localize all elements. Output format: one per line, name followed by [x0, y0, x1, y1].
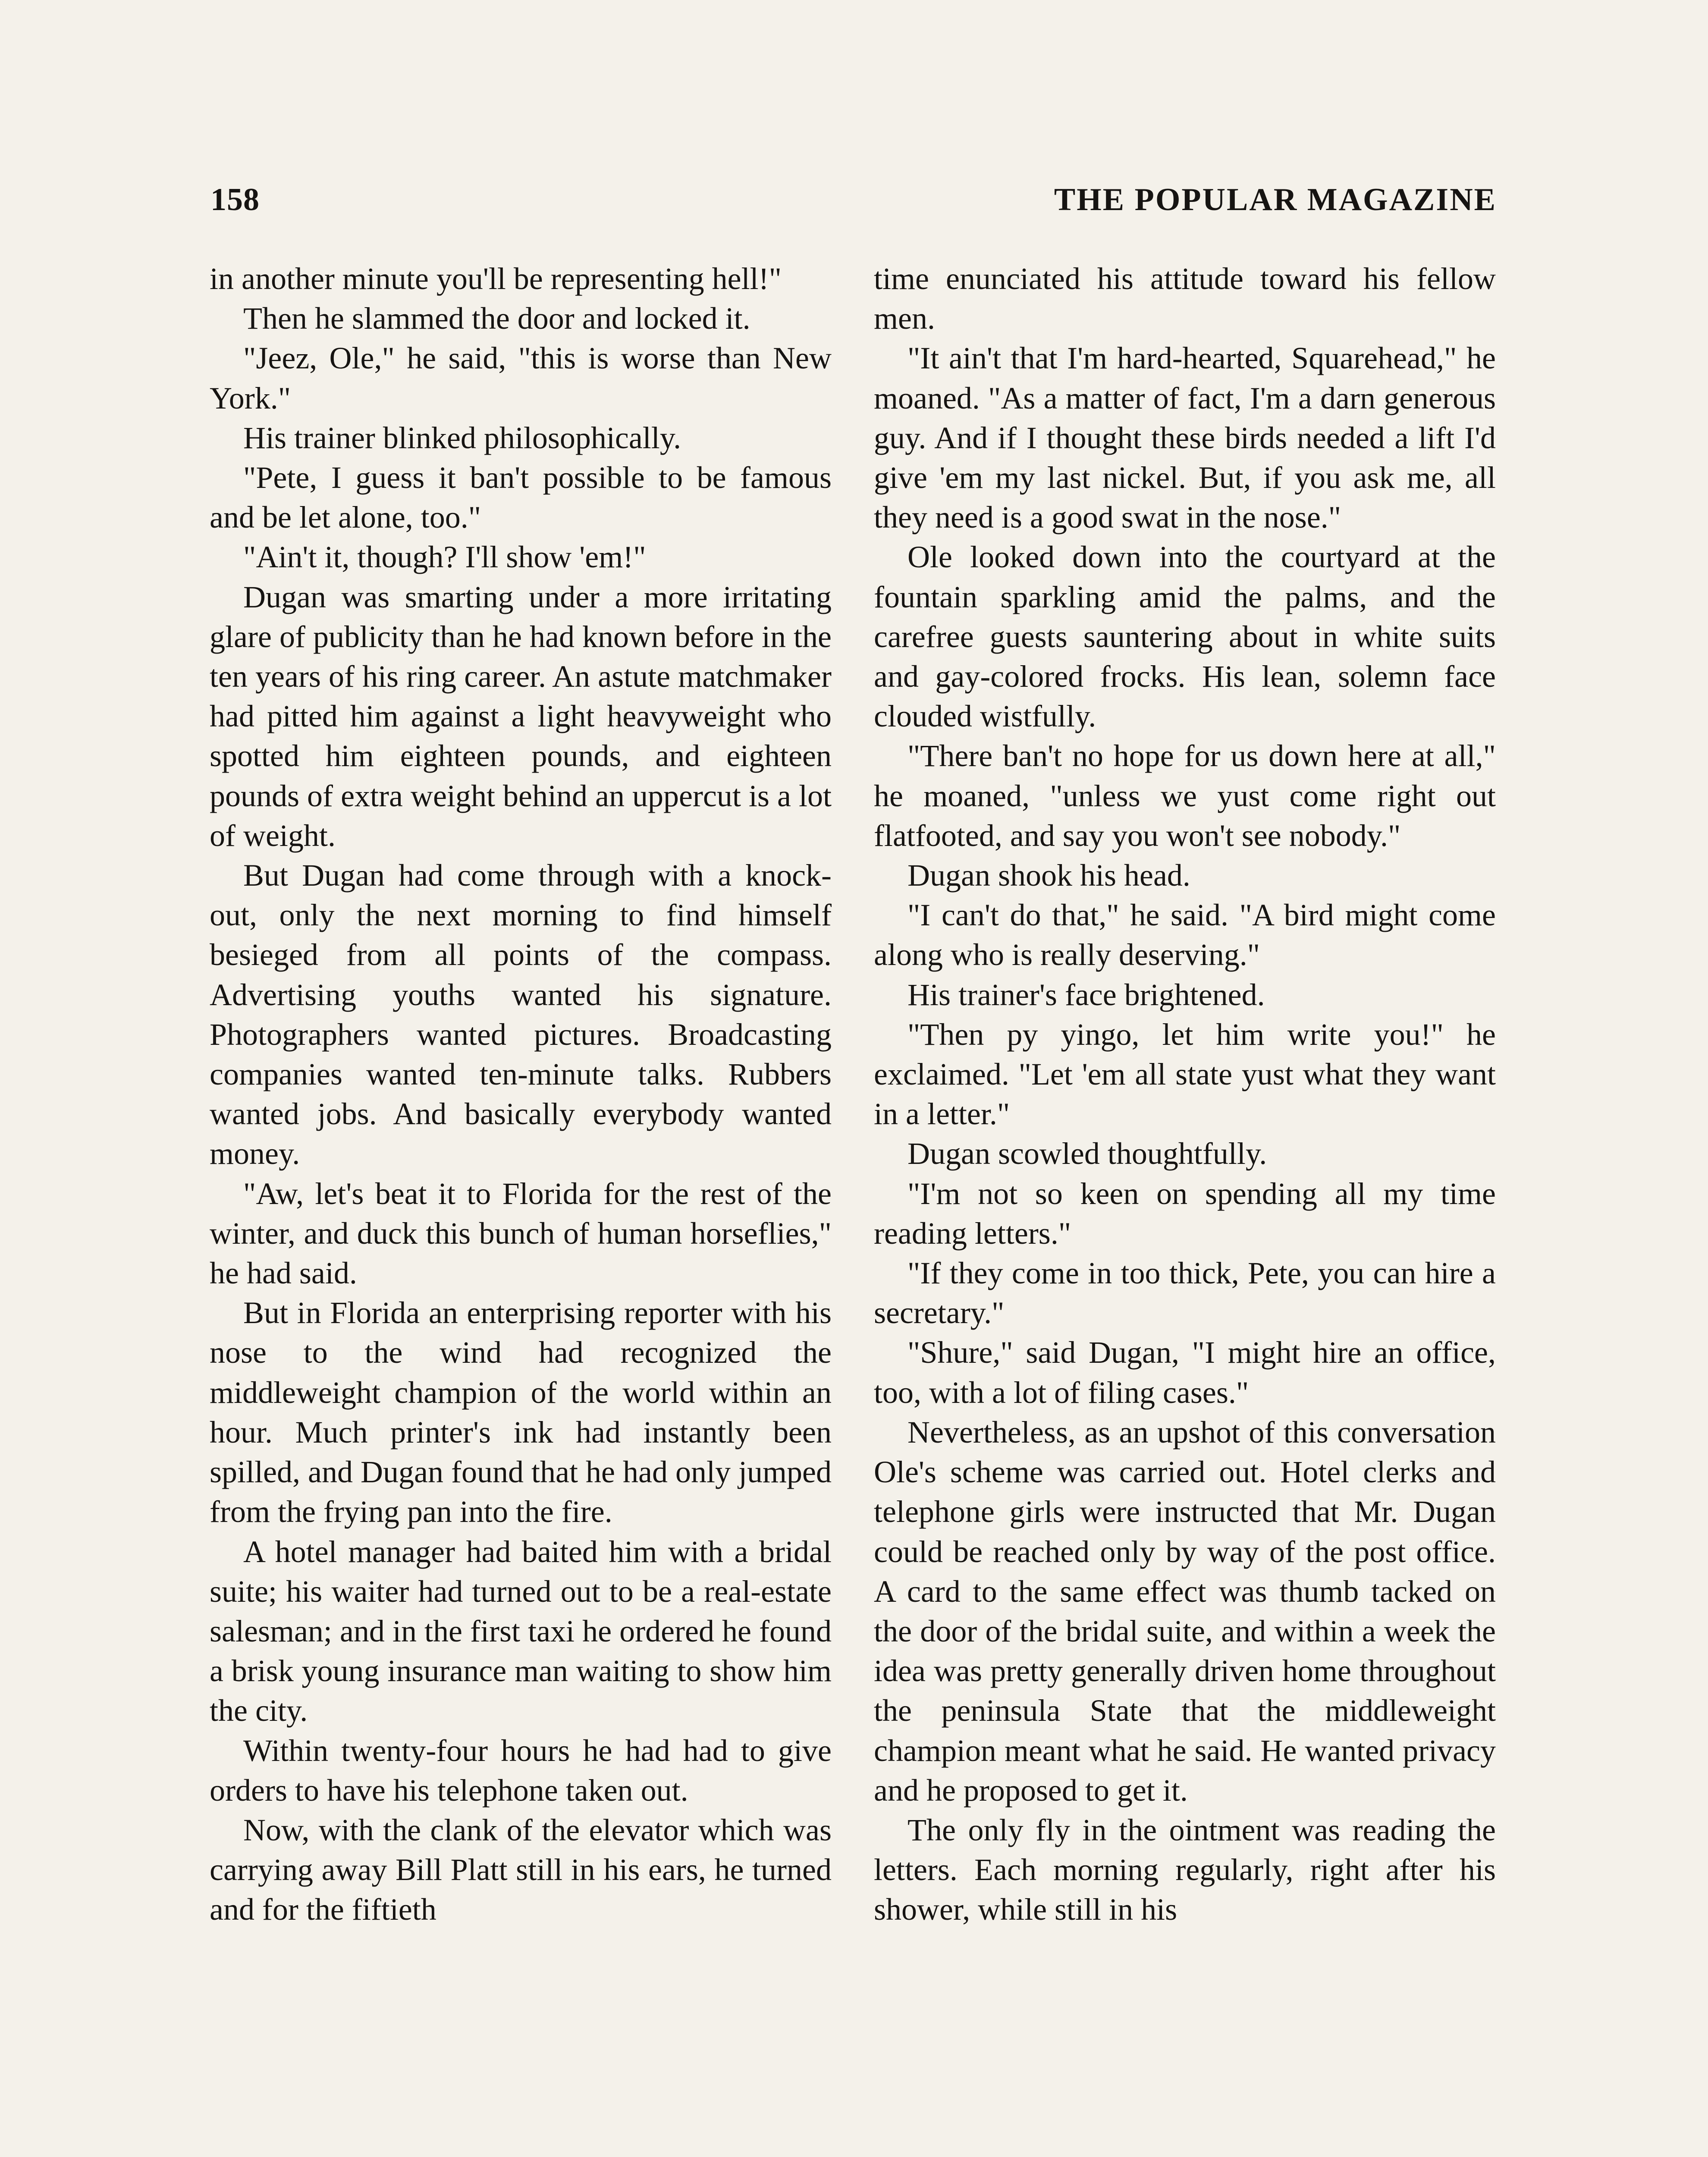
paragraph: "Pete, I guess it ban't possible to be famous and be let alone, too." [210, 460, 832, 535]
page-number: 158 [210, 182, 260, 217]
left-column [210, 259, 832, 1930]
paragraph: Nevertheless, as an upshot of this conversation Ole's scheme was carried out. Hotel clerks and telephone girls were instructed that Mr. Dugan could be reached only by way of the post office. A card to the same effect was thumb tacked on the door of the bridal suite, and within a week the idea was pretty generally driven home throughout the peninsula State that the middleweight champion meant what he said. He wanted privacy and he proposed to get it. [874, 1415, 1496, 1808]
paragraph: "If they come in too thick, Pete, you can hire a secretary." [874, 1256, 1496, 1330]
paragraph: Dugan shook his head. [907, 858, 1190, 893]
paragraph: "It ain't that I'm hard-hearted, Squarehead," he moaned. "As a matter of fact, I'm a darn generous guy. And if I thought these birds needed a lift I'd give 'em my last nickel. But, if you ask me, all they need is a good swat in the nose." [874, 341, 1496, 535]
right-column [874, 259, 1496, 1930]
paragraph: His trainer's face brightened. [907, 977, 1265, 1012]
paragraph: "Ain't it, though? I'll show 'em!" [243, 540, 646, 575]
paragraph: Ole looked down into the courtyard at the fountain sparkling amid the palms, and the carefree guests sauntering about in white suits and gay-colored frocks. His lean, solemn face clouded wistfully. [874, 540, 1496, 734]
running-head: THE POPULAR MAGAZINE [1054, 182, 1497, 217]
paragraph: But Dugan had come through with a knock-out, only the next morning to find himself besieged from all points of the compass. Advertising youths wanted his signature. Photographers wanted pictures. Broadcasting companies wanted ten-minute talks. Rubbers wanted jobs. And basically everybody wanted money. [210, 858, 832, 1171]
paragraph: The only fly in the ointment was reading the letters. Each morning regularly, right after his shower, while still in his [874, 1812, 1496, 1927]
paragraph: in another minute you'll be representing hell!" [210, 261, 782, 296]
paragraph: time enunciated his attitude toward his fellow men. [874, 261, 1496, 336]
paragraph: "Shure," said Dugan, "I might hire an office, too, with a lot of filing cases." [874, 1335, 1496, 1410]
paragraph: Now, with the clank of the elevator which was carrying away Bill Platt still in his ears, he turned and for the fiftieth [210, 1812, 832, 1927]
paragraph: Dugan was smarting under a more irritating glare of publicity than he had known before in the ten years of his ring career. An astute matchmaker had pitted him against a light heavyweight who spotted him eighteen pounds, and eighteen pounds of extra weight behind an uppercut is a lot of weight. [210, 579, 832, 853]
paragraph: A hotel manager had baited him with a bridal suite; his waiter had turned out to be a real-estate salesman; and in the first taxi he ordered he found a brisk young insurance man waiting to show him the city. [210, 1534, 832, 1728]
paragraph: Dugan scowled thoughtfully. [907, 1136, 1267, 1171]
paragraph: "Jeez, Ole," he said, "this is worse than New York." [210, 341, 832, 415]
paragraph: Within twenty-four hours he had had to give orders to have his telephone taken out. [210, 1733, 832, 1808]
paragraph: "Then py yingo, let him write you!" he exclaimed. "Let 'em all state yust what they want in a letter." [874, 1017, 1496, 1132]
paragraph: "I'm not so keen on spending all my time reading letters." [874, 1176, 1496, 1251]
paragraph: "Aw, let's beat it to Florida for the rest of the winter, and duck this bunch of human horseflies," he had said. [210, 1176, 832, 1291]
paragraph: His trainer blinked philosophically. [243, 420, 681, 455]
paragraph: But in Florida an enterprising reporter with his nose to the wind had recognized the middleweight champion of the world within an hour. Much printer's ink had instantly been spilled, and Dugan found that he had only jumped from the frying pan into the fire. [210, 1295, 832, 1529]
paragraph: "I can't do that," he said. "A bird might come along who is really deserving." [874, 898, 1496, 972]
paragraph: "There ban't no hope for us down here at all," he moaned, "unless we yust come right out flatfooted, and say you won't see nobody." [874, 739, 1496, 853]
paragraph: Then he slammed the door and locked it. [243, 301, 750, 336]
